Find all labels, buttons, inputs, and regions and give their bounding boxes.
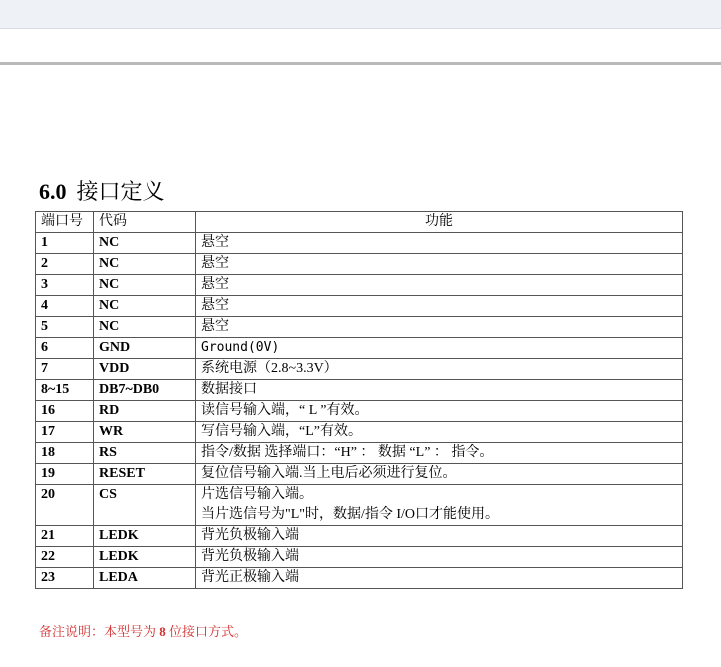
function-text: 悬空 (201, 319, 229, 334)
table-row (36, 547, 683, 568)
section-heading (39, 175, 165, 206)
table-row (36, 422, 683, 443)
pin-function-cell (196, 338, 683, 359)
pin-code-cell: LEDK (94, 526, 196, 547)
pin-number-cell: 6 (36, 338, 94, 359)
function-text: 背光负极输入端 (201, 549, 299, 564)
pin-number-cell: 5 (36, 317, 94, 338)
header-function: 功能 (196, 212, 683, 233)
pin-number-cell: 8~15 (36, 380, 94, 401)
function-text: 系统电源（2.8~3.3V） (201, 361, 338, 376)
section-title: 接口定义 (76, 179, 165, 204)
table-row (36, 485, 683, 526)
pin-code-cell: NC (94, 233, 196, 254)
function-text: 片选信号输入端。 (201, 487, 313, 502)
table-row (36, 359, 683, 380)
pin-number-cell: 19 (36, 464, 94, 485)
pin-number-cell: 3 (36, 275, 94, 296)
table-row (36, 526, 683, 547)
pin-number-cell: 18 (36, 443, 94, 464)
pin-function-cell (196, 422, 683, 443)
table-row (36, 464, 683, 485)
pin-code-cell: WR (94, 422, 196, 443)
table-row (36, 296, 683, 317)
pin-code-cell: RS (94, 443, 196, 464)
function-text: 悬空 (201, 256, 229, 271)
table-row (36, 233, 683, 254)
table-row (36, 568, 683, 589)
function-text: 写信号输入端，“L”有效。 (201, 424, 362, 439)
note-bold: 8 (159, 624, 166, 639)
pin-function-cell (196, 568, 683, 589)
table-header-row (36, 212, 683, 233)
pin-code-cell: NC (94, 275, 196, 296)
pin-function-cell (196, 317, 683, 338)
pin-code-cell: RD (94, 401, 196, 422)
function-text: 当片选信号为"L"时，数据/指令 I/O口才能使用。 (201, 507, 500, 522)
pin-function-cell (196, 254, 683, 275)
function-text: 数据接口 (201, 382, 257, 397)
browser-top-bar (0, 0, 721, 29)
pin-number-cell: 23 (36, 568, 94, 589)
horizontal-divider (0, 62, 721, 65)
function-text: Ground(0V) (201, 340, 280, 355)
header-code: 代码 (94, 212, 196, 233)
pin-number-cell: 16 (36, 401, 94, 422)
pin-number-cell: 7 (36, 359, 94, 380)
function-text: 悬空 (201, 277, 229, 292)
table-row (36, 380, 683, 401)
function-text: 复位信号输入端.当上电后必须进行复位。 (201, 466, 457, 481)
pin-function-cell (196, 464, 683, 485)
function-text: 背光负极输入端 (201, 528, 299, 543)
pin-number-cell: 17 (36, 422, 94, 443)
table-row (36, 401, 683, 422)
pin-function-cell (196, 296, 683, 317)
function-text: 指令/数据 选择端口：“H” ： 数据 “L” ： 指令。 (201, 445, 494, 460)
pin-code-cell: NC (94, 317, 196, 338)
pin-code-cell: DB7~DB0 (94, 380, 196, 401)
function-text: 悬空 (201, 235, 229, 250)
pin-function-cell (196, 275, 683, 296)
function-text: 读信号输入端，“ L ”有效。 (201, 403, 369, 418)
pin-code-cell: LEDK (94, 547, 196, 568)
section-number: 6.0 (39, 179, 67, 204)
pin-code-cell: NC (94, 254, 196, 275)
pin-code-cell: LEDA (94, 568, 196, 589)
interface-definition-table (35, 211, 683, 589)
header-pin: 端口号 (36, 212, 94, 233)
footnote (39, 621, 247, 640)
pin-number-cell: 22 (36, 547, 94, 568)
pin-number-cell: 2 (36, 254, 94, 275)
pin-function-cell (196, 485, 683, 526)
table-row (36, 443, 683, 464)
note-suffix: 位接口方式。 (165, 624, 248, 639)
note-prefix: 备注说明：本型号为 (39, 624, 160, 639)
table-row (36, 338, 683, 359)
pin-code-cell: GND (94, 338, 196, 359)
pin-number-cell: 20 (36, 485, 94, 526)
function-text: 背光正极输入端 (201, 570, 299, 585)
table-body (36, 233, 683, 589)
pin-function-cell (196, 547, 683, 568)
pin-code-cell: CS (94, 485, 196, 526)
pin-code-cell: VDD (94, 359, 196, 380)
pin-function-cell (196, 443, 683, 464)
pin-function-cell (196, 526, 683, 547)
pin-function-cell (196, 401, 683, 422)
pin-function-cell (196, 359, 683, 380)
table-row (36, 254, 683, 275)
pin-number-cell: 4 (36, 296, 94, 317)
pin-number-cell: 21 (36, 526, 94, 547)
function-text: 悬空 (201, 298, 229, 313)
pin-function-cell (196, 233, 683, 254)
table-row (36, 275, 683, 296)
pin-function-cell (196, 380, 683, 401)
pin-code-cell: NC (94, 296, 196, 317)
pin-code-cell: RESET (94, 464, 196, 485)
table-row (36, 317, 683, 338)
pin-number-cell: 1 (36, 233, 94, 254)
